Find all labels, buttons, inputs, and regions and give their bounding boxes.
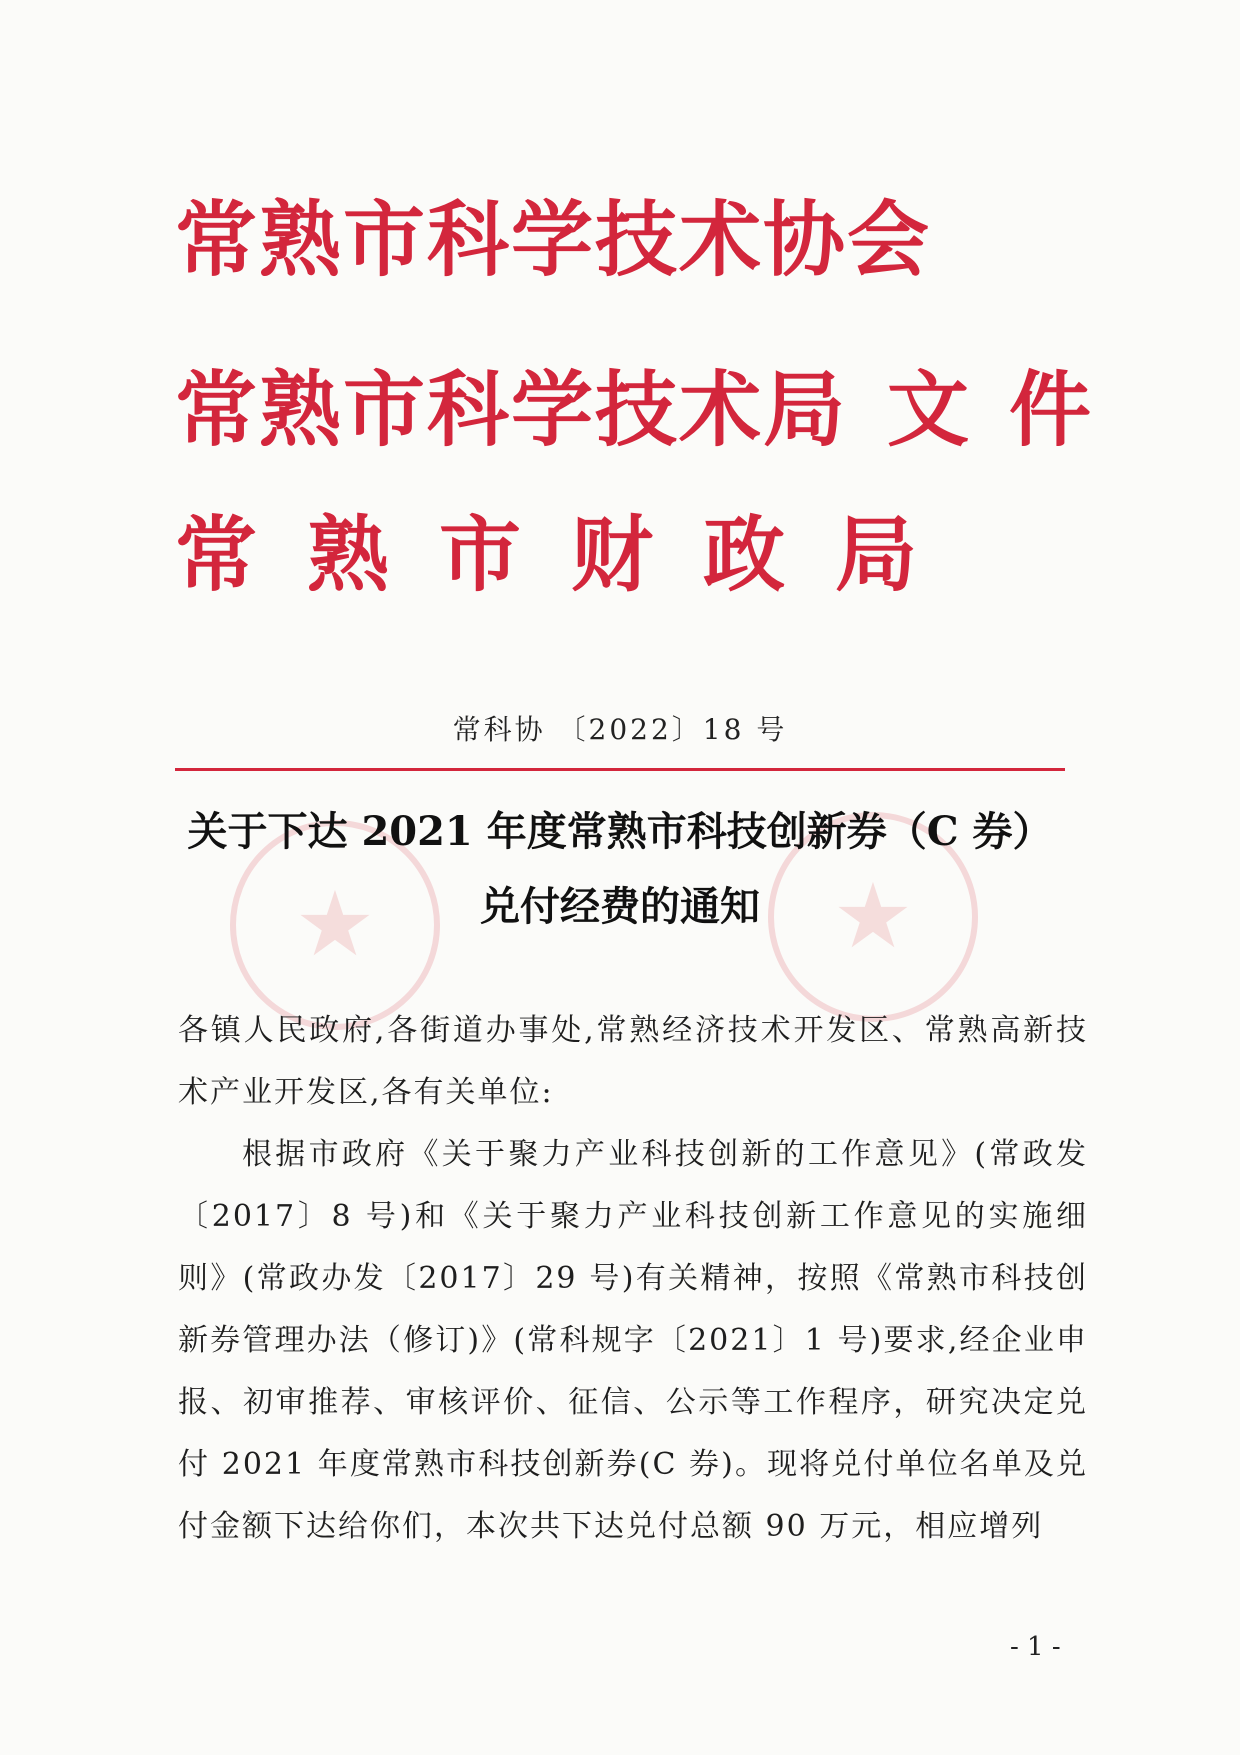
document-number: 常科协 〔2022〕18 号 bbox=[452, 713, 788, 746]
red-divider bbox=[175, 768, 1065, 771]
notice-title-line-2: 兑付经费的通知 bbox=[480, 883, 760, 930]
salutation: 各镇人民政府,各街道办事处,常熟经济技术开发区、常熟高新技术产业开发区,各有关单位: bbox=[178, 1013, 1088, 1110]
letterhead-doc-word: 文件 bbox=[887, 363, 1132, 458]
letterhead-org-2 bbox=[175, 363, 1132, 458]
letterhead-org-2-text: 常熟市科学技术局 bbox=[175, 363, 848, 458]
star-icon: ★ bbox=[294, 872, 376, 977]
notice-title-line-1: 关于下达 2021 年度常熟市科技创新券（C 券） bbox=[187, 808, 1053, 855]
body-paragraph: 根据市政府《关于聚力产业科技创新的工作意见》(常政发〔2017〕8 号)和《关于聚力产业科技创新工作意见的实施细则》(常政办发〔2017〕29 号)有关精神，按照《常熟市科技创新券管理办法（修订)》(常科规字〔2021〕1 号)要求,经企业申报、初审推荐、审核评价、征信、公示等工作程序，研究决定兑付 2021 年度常熟市科技创新券(C 券)。现将兑付单位名单及兑付金额下达给你们，本次共下达兑付总额 90 万元，相应增列 bbox=[178, 1137, 1088, 1544]
letterhead-org-1: 常熟市科学技术协会 bbox=[175, 193, 932, 288]
letterhead-org-3: 常熟市财政局 bbox=[175, 508, 968, 603]
notice-body bbox=[178, 1000, 1088, 1558]
star-icon: ★ bbox=[832, 864, 914, 969]
page-number: - 1 - bbox=[1010, 1632, 1061, 1662]
